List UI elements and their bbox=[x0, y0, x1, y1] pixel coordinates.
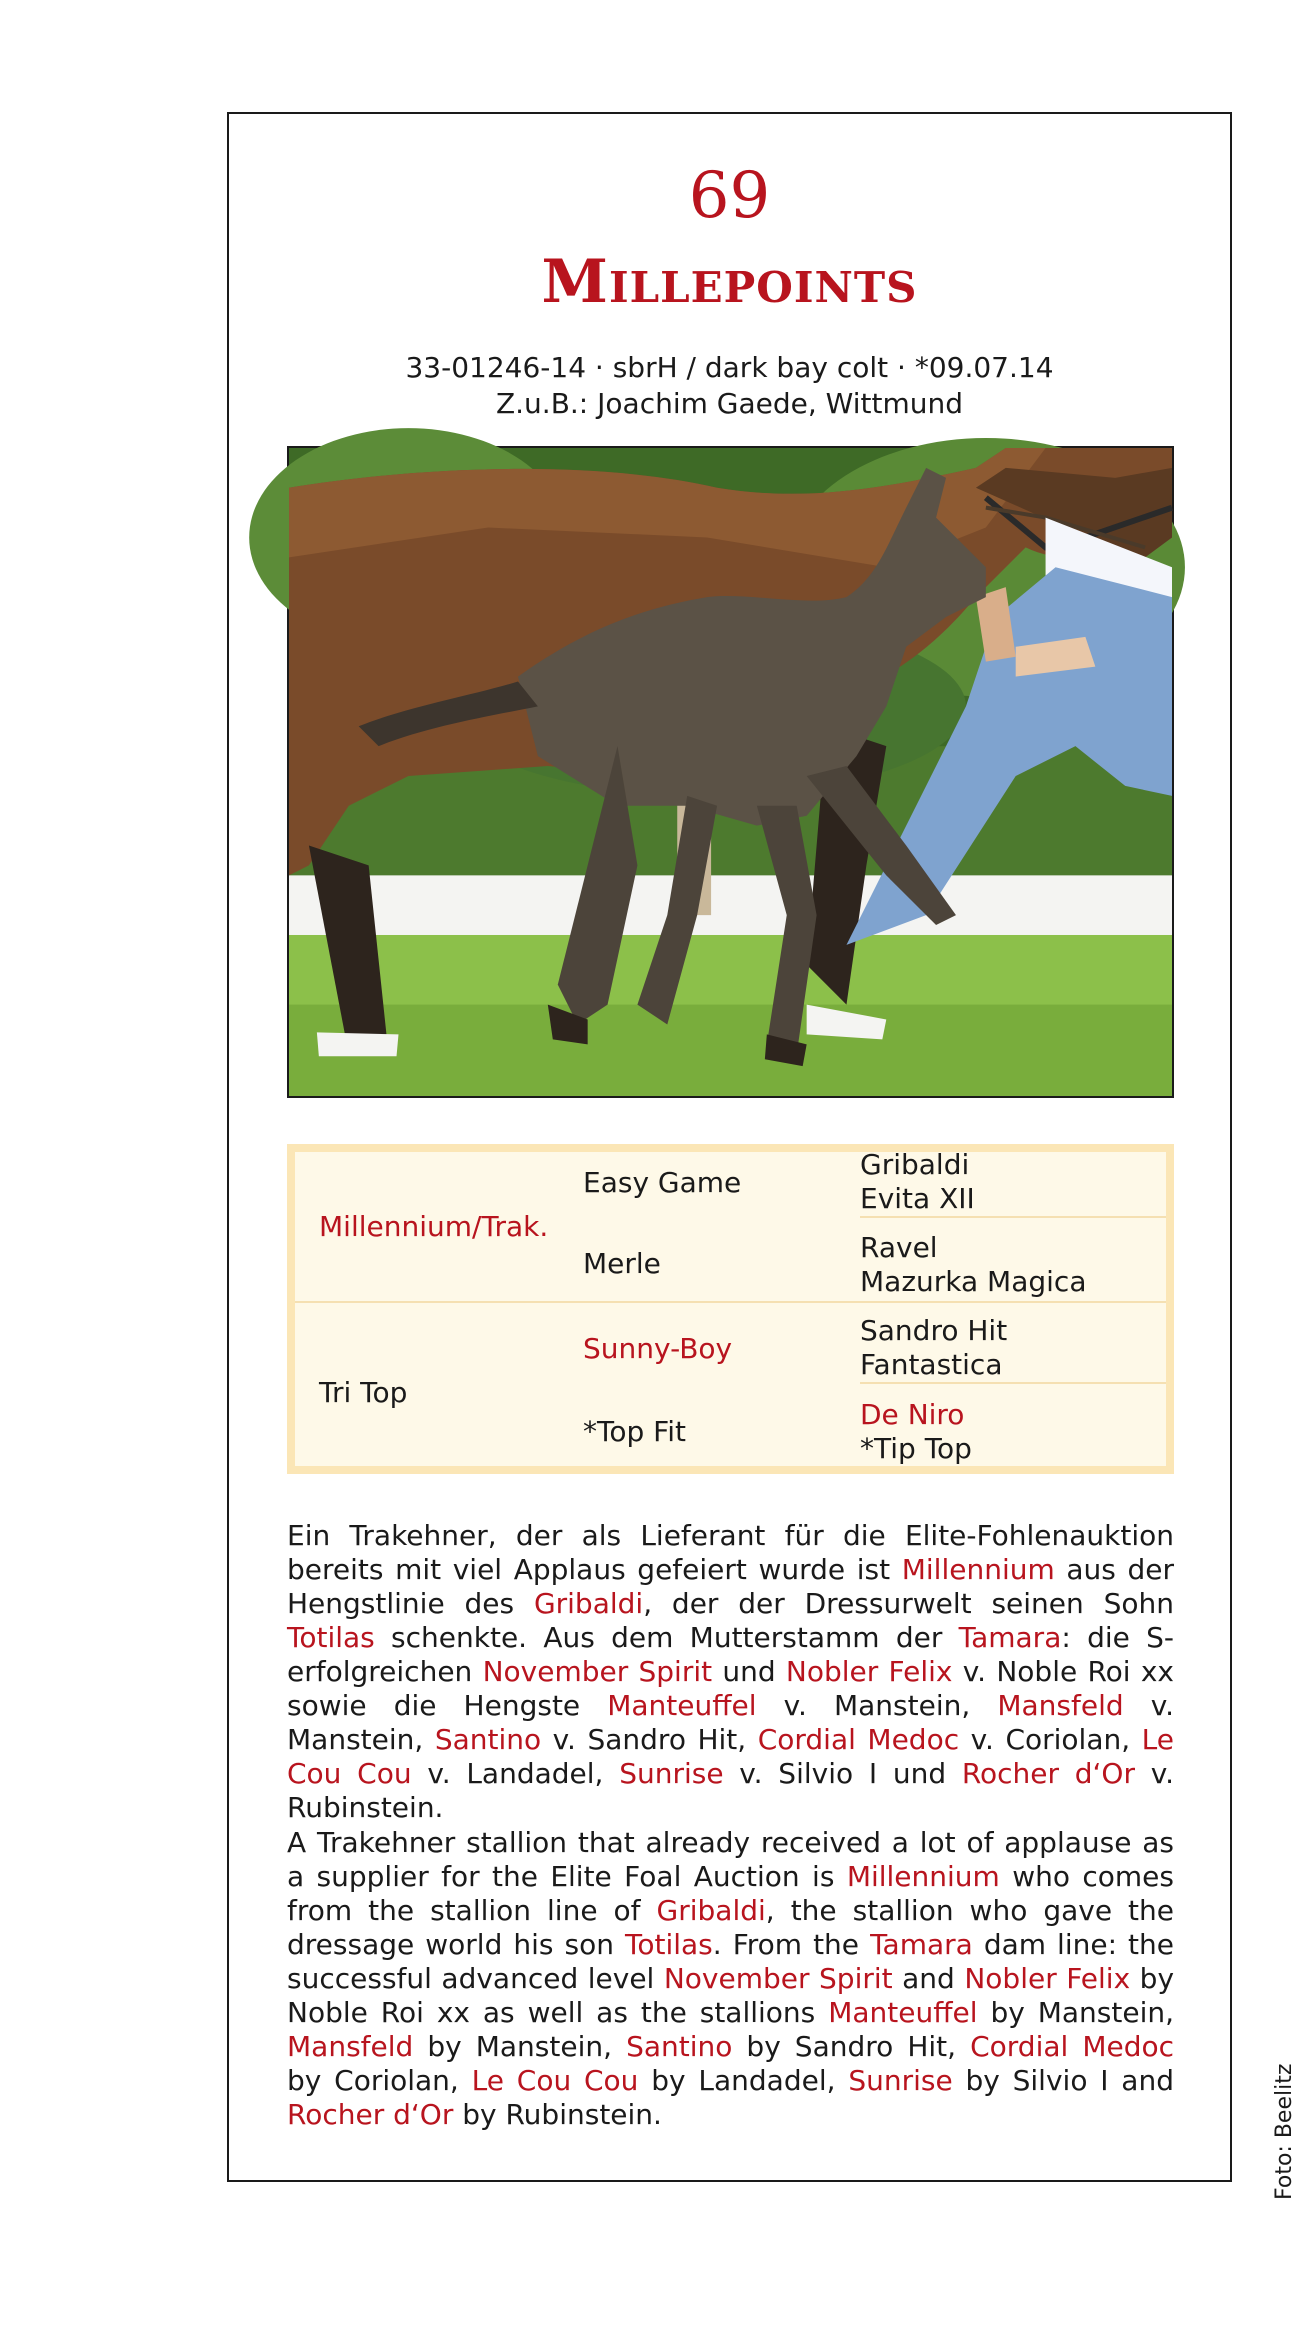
description-english: A Trakehner stallion that already received a lot of applause as a supplier for the Elite Foal Auction is Millennium who comes from the stallion line of Gribaldi, the stallion who gave the dressage world his son Totilas. From the Tamara dam line: the successful advanced level November Spirit and Nobler Felix by Noble Roi xx as well as the stallions Manteuffel by Manstein, Mansfeld by Manstein, Santino by Sandro Hit, Cordial Medoc by Coriolan, Le Cou Cou by Landadel, Sunrise by Silvio I and Rocher d‘Or by Rubinstein. bbox=[287, 1826, 1175, 2131]
pedigree-table bbox=[287, 1144, 1174, 1474]
horse-link: Santino bbox=[434, 1723, 542, 1756]
description-german: Ein Trakehner, der als Lieferant für die Elite-Fohlenauktion bereits mit viel Applaus gefeiert wurde ist Millennium aus der Hengstlinie des Gribaldi, der der Dressurwelt seinen Sohn Totilas schenkte. Aus dem Mutterstamm der Tamara: die S-erfolgreichen November Spirit und Nobler Felix v. Noble Roi xx sowie die Hengste Manteuffel v. Manstein, Mansfeld v. Manstein, Santino v. Sandro Hit, Cordial Medoc v. Coriolan, Le Cou Cou v. Landadel, Sunrise v. Silvio I und Rocher d‘Or v. Rubinstein. bbox=[287, 1519, 1175, 1824]
pedigree-dam-dam: *Top Fit bbox=[583, 1415, 686, 1448]
horse-link: Mansfeld bbox=[287, 2030, 414, 2063]
horse-photo bbox=[287, 446, 1174, 1098]
photo-credit: Foto: Beelitz bbox=[1272, 2063, 1297, 2200]
horse-link: Rocher d‘Or bbox=[287, 2098, 454, 2131]
horse-link: November Spirit bbox=[663, 1962, 893, 1995]
horse-link: Sunrise bbox=[619, 1757, 724, 1790]
pedigree-sire-dam: Merle bbox=[583, 1247, 661, 1280]
horse-link: Totilas bbox=[287, 1621, 375, 1654]
pedigree-g2: Evita XII bbox=[860, 1182, 975, 1215]
horse-link: Cordial Medoc bbox=[757, 1723, 960, 1756]
pedigree-divider bbox=[295, 1301, 1166, 1303]
pedigree-g8: *Tip Top bbox=[860, 1432, 972, 1465]
pedigree-dam: Tri Top bbox=[319, 1376, 408, 1409]
horse-link: November Spirit bbox=[482, 1655, 713, 1688]
horse-name: Millepoints bbox=[541, 247, 918, 317]
pedigree-divider bbox=[860, 1216, 1166, 1218]
pedigree-g1: Gribaldi bbox=[860, 1148, 970, 1181]
horse-link: Gribaldi bbox=[656, 1894, 766, 1927]
horse-link: Le Cou Cou bbox=[471, 2064, 639, 2097]
lot-number: 69 bbox=[688, 159, 771, 233]
horse-link: Santino bbox=[626, 2030, 733, 2063]
horse-link: Mansfeld bbox=[997, 1689, 1124, 1722]
horse-link: Tamara bbox=[870, 1928, 973, 1961]
horse-link: Nobler Felix bbox=[964, 1962, 1131, 1995]
pedigree-sire-sire: Easy Game bbox=[583, 1166, 742, 1199]
pedigree-g5: Sandro Hit bbox=[860, 1314, 1008, 1347]
horse-link: Manteuffel bbox=[828, 1996, 978, 2029]
registration-line: 33-01246-14 · sbrH / dark bay colt · *09.07.14 bbox=[405, 351, 1054, 384]
pedigree-dam-sire: Sunny-Boy bbox=[583, 1332, 733, 1365]
mare-and-foal-image bbox=[289, 448, 1172, 1096]
pedigree-g7: De Niro bbox=[860, 1398, 965, 1431]
horse-link: Tamara bbox=[958, 1621, 1062, 1654]
pedigree-sire: Millennium/Trak. bbox=[319, 1210, 549, 1243]
horse-link: Millennium bbox=[901, 1553, 1055, 1586]
horse-link: Cordial Medoc bbox=[970, 2030, 1175, 2063]
horse-link: Le Cou Cou bbox=[287, 1723, 1175, 1790]
horse-link: Totilas bbox=[625, 1928, 713, 1961]
pedigree-g6: Fantastica bbox=[860, 1348, 1003, 1381]
horse-link: Sunrise bbox=[848, 2064, 953, 2097]
horse-link: Nobler Felix bbox=[785, 1655, 953, 1688]
horse-link: Millennium bbox=[846, 1860, 1000, 1893]
horse-link: Manteuffel bbox=[607, 1689, 757, 1722]
catalog-card bbox=[227, 112, 1232, 2182]
horse-link: Rocher d‘Or bbox=[961, 1757, 1135, 1790]
breeder-line: Z.u.B.: Joachim Gaede, Wittmund bbox=[495, 387, 964, 420]
pedigree-g4: Mazurka Magica bbox=[860, 1265, 1087, 1298]
pedigree-g3: Ravel bbox=[860, 1231, 938, 1264]
pedigree-divider bbox=[860, 1382, 1166, 1384]
horse-link: Gribaldi bbox=[533, 1587, 644, 1620]
